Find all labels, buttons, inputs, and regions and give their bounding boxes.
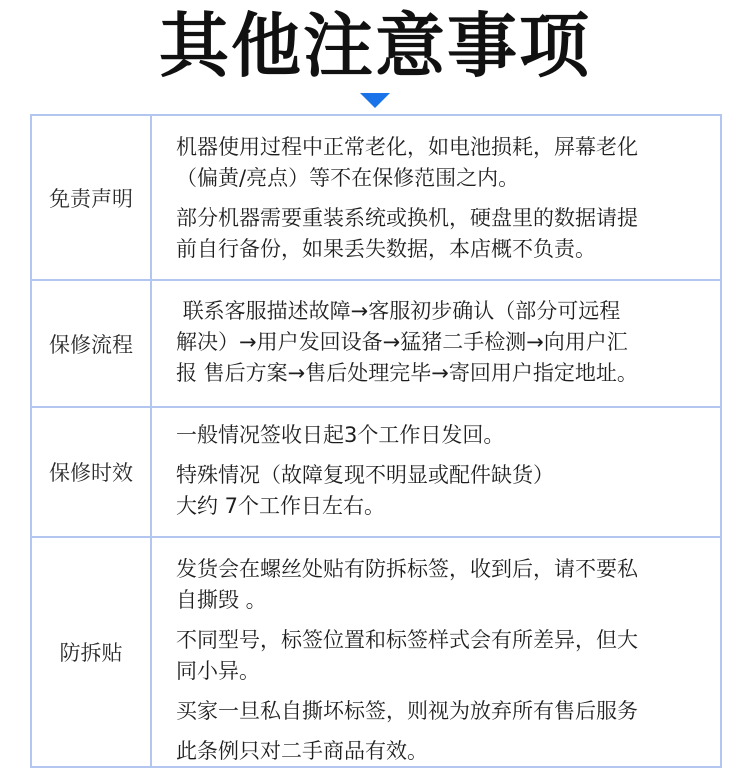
anti-tamper-paragraph-4: 此条例只对二手商品有效。 [176,739,428,763]
row-label-repair-time: 保修时效 [32,408,152,536]
row-content-anti-tamper [152,538,720,766]
row-label-anti-tamper: 防拆贴 [32,538,152,766]
row-content-disclaimer [152,116,720,279]
row-content-repair-process [152,281,720,406]
row-content-repair-time [152,408,720,536]
repair-time-paragraph-1: 一般情况签收日起3个工作日发回。 [176,423,505,447]
row-label-disclaimer: 免责声明 [32,116,152,279]
anti-tamper-paragraph-3: 买家一旦私自撕坏标签，则视为放弃所有售后服务 [176,699,638,723]
page-title: 其他注意事项 [159,5,591,87]
table-row-repair-time [32,408,720,538]
anti-tamper-paragraph-1: 发货会在螺丝处贴有防拆标签，收到后，请不要私 自撕毁 。 [176,557,638,612]
table-row-repair-process [32,281,720,408]
disclaimer-paragraph-2: 部分机器需要重装系统或换机，硬盘里的数据请提 前自行备份，如果丢失数据，本店概不负责。 [176,206,638,261]
down-arrow-icon [360,93,390,108]
table-row-anti-tamper [32,538,720,766]
notice-table [30,114,722,768]
table-row-disclaimer [32,116,720,281]
anti-tamper-paragraph-2: 不同型号，标签位置和标签样式会有所差异，但大 同小异。 [176,628,638,683]
disclaimer-paragraph-1: 机器使用过程中正常老化，如电池损耗，屏幕老化 （偏黄/亮点）等不在保修范围之内。 [176,135,638,190]
row-label-repair-process: 保修流程 [32,281,152,406]
repair-process-paragraph: 联系客服描述故障→客服初步确认（部分可远程 解决）→用户发回设备→猛猪二手检测→向用户汇 报 售后方案→售后处理完毕→寄回用户指定地址。 [176,299,638,385]
repair-time-paragraph-2: 特殊情况（故障复现不明显或配件缺货） 大约 7个工作日左右。 [176,463,554,518]
